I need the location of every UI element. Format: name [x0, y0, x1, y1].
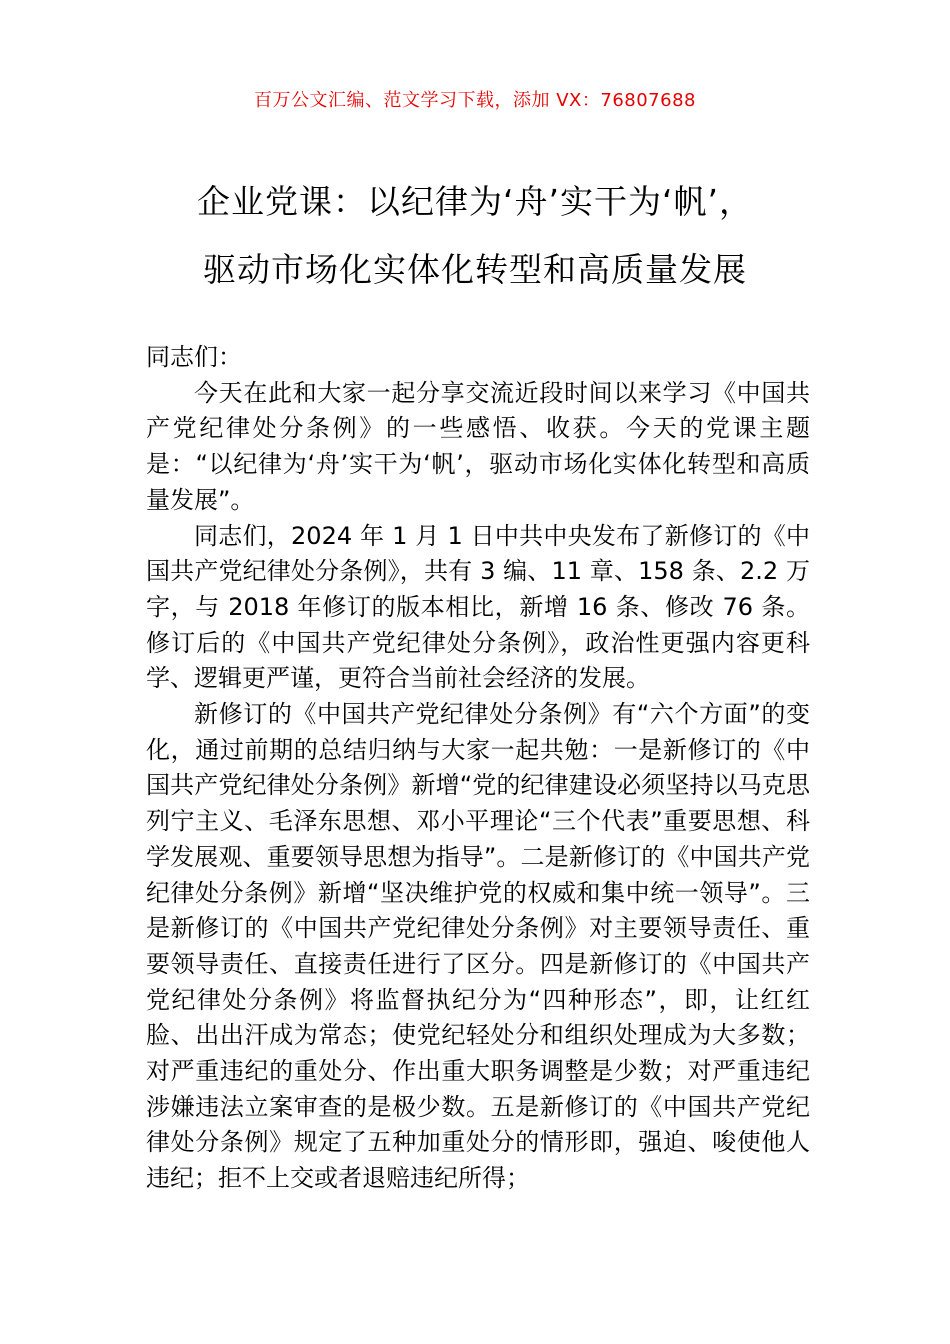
- paragraph-intro: 今天在此和大家一起分享交流近段时间以来学习《中国共产党纪律处分条例》的一些感悟、收获。今天的党课主题是：“以纪律为‘舟’实干为‘帆’，驱动市场化实体化转型和高质量发展”。: [146, 378, 810, 514]
- salutation: 同志们：: [146, 343, 242, 371]
- paragraph-six-changes: 新修订的《中国共产党纪律处分条例》有“六个方面”的变化，通过前期的总结归纳与大家一起共勉：一是新修订的《中国共产党纪律处分条例》新增“党的纪律建设必须坚持以马克思列宁主义、毛泽东思想、邓小平理论“三个代表”重要思想、科学发展观、重要领导思想为指导”。二是新修订的《中国共产党纪律处分条例》新增“坚决维护党的权威和集中统一领导”。三是新修订的《中国共产党纪律处分条例》对主要领导责任、重要领导责任、直接责任进行了区分。四是新修订的《中国共产党纪律处分条例》将监督执纪分为“四种形态”，即，让红红脸、出出汗成为常态；使党纪轻处分和组织处理成为大多数；对严重违纪的重处分、作出重大职务调整是少数；对严重违纪涉嫌违法立案审查的是极少数。五是新修订的《中国共产党纪律处分条例》规定了五种加重处分的情形即，强迫、唆使他人违纪；拒不上交或者退赔违纪所得；: [146, 700, 810, 1193]
- paragraph-regulation-overview: 同志们，2024 年 1 月 1 日中共中央发布了新修订的《中国共产党纪律处分条例》，共有 3 编、11 章、158 条、2.2 万字，与 2018 年修订的版本相比，新增 16 条、修改 76 条。修订后的《中国共产党纪律处分条例》，政治性更强内容更科学、逻辑更严谨，更符合当前社会经济的发展。: [146, 521, 810, 693]
- document-title-line-2: 驱动市场化实体化转型和高质量发展: [203, 250, 747, 289]
- document-title-line-1: 企业党课：以纪律为‘舟’实干为‘帆’，: [197, 182, 753, 221]
- header-watermark-note: 百万公文汇编、范文学习下载，添加 VX：76807688: [254, 90, 696, 111]
- document-body: [146, 340, 810, 1197]
